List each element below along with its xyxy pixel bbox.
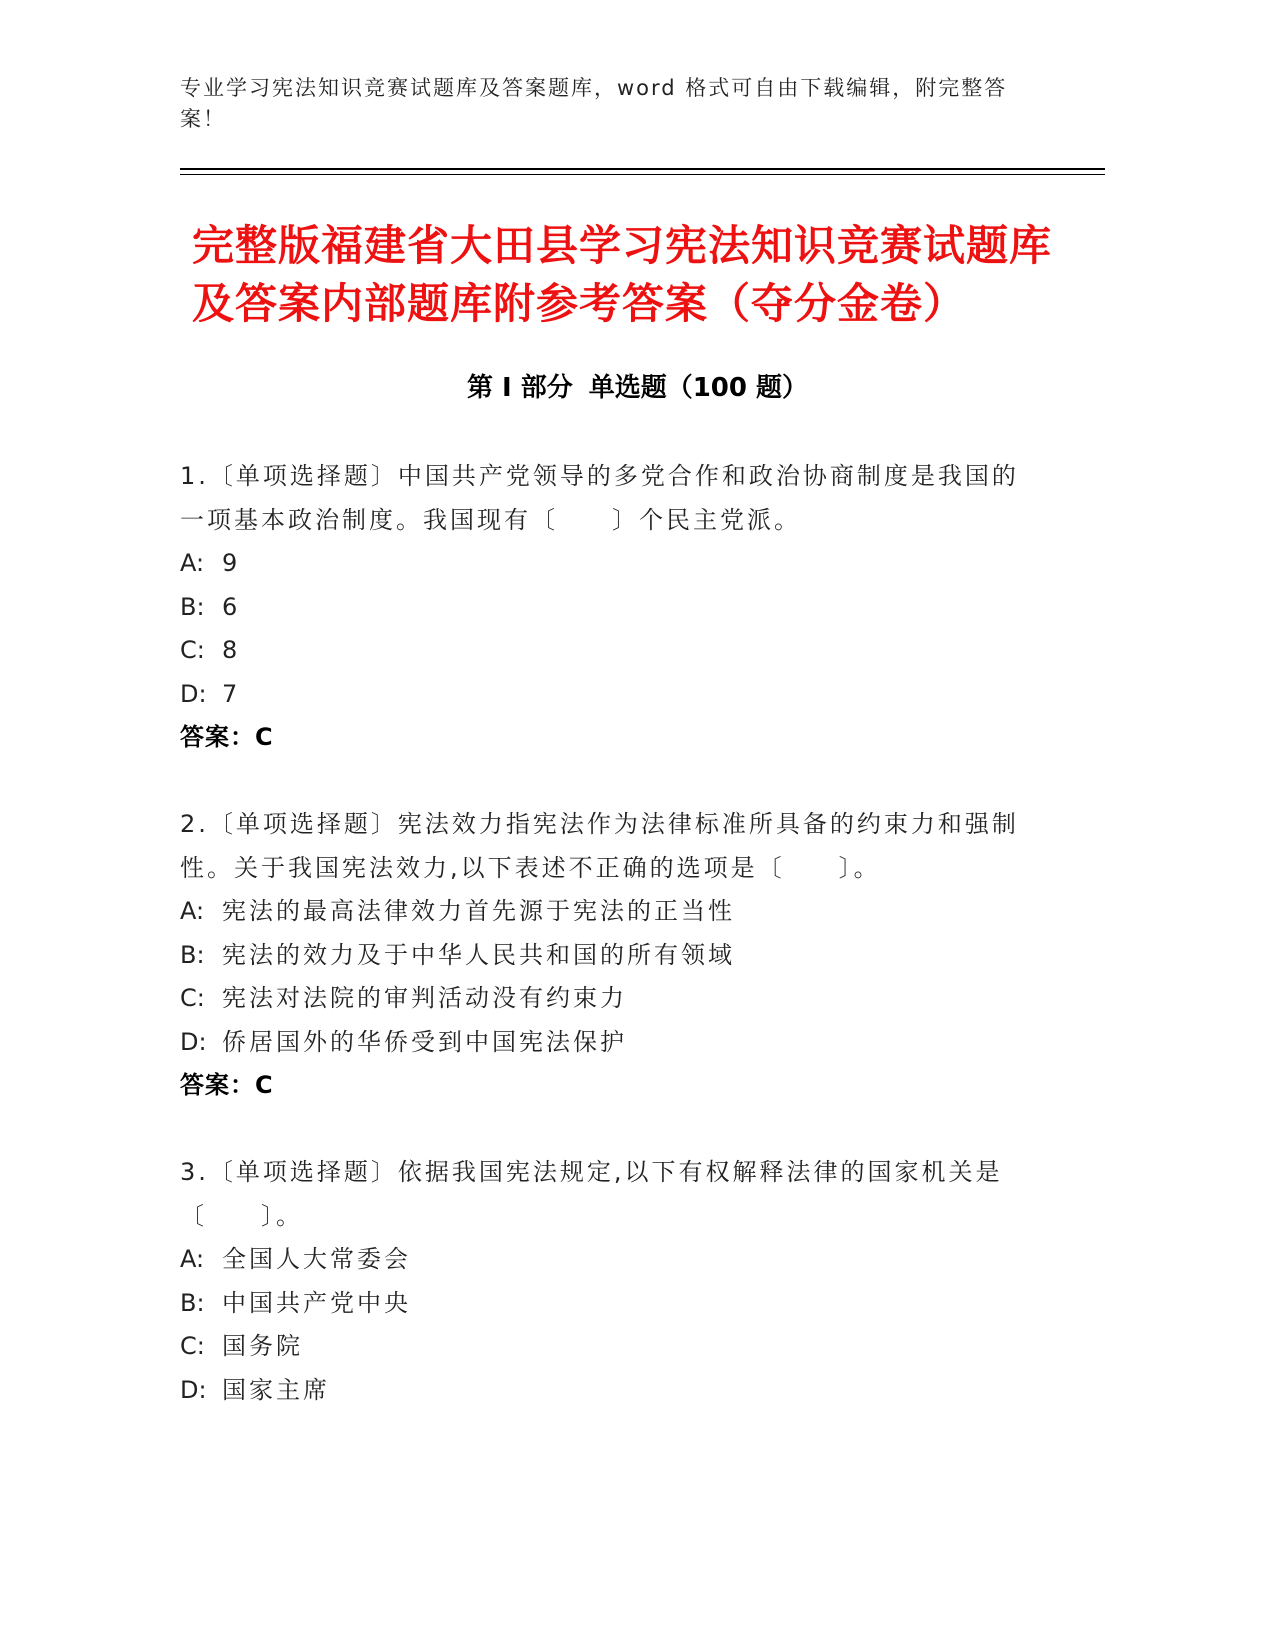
option-key: D:: [180, 679, 207, 708]
question-answer: 答案：C: [180, 723, 274, 751]
option-key: D:: [180, 1375, 207, 1404]
option-key: C:: [180, 636, 205, 664]
option-c: [180, 629, 1040, 673]
option-key: A:: [180, 1245, 205, 1273]
option-text: 国务院: [222, 1332, 303, 1360]
option-key: C:: [180, 984, 205, 1012]
header-note: 专业学习宪法知识竞赛试题库及答案题库，word 格式可自由下载编辑，附完整答案！: [180, 76, 1008, 131]
section-name: 单选题（100 题）: [588, 373, 809, 403]
option-c: [180, 1325, 1040, 1369]
option-d: [180, 673, 1040, 717]
option-b: [180, 934, 1040, 978]
option-a: [180, 1238, 1040, 1282]
option-a: [180, 542, 1040, 586]
header-rule-thin: [180, 174, 1105, 175]
option-d: [180, 1021, 1040, 1065]
question-stem: 2.〔单项选择题〕宪法效力指宪法作为法律标准所具备的约束力和强制性。关于我国宪法效力,以下表述不正确的选项是〔 〕。: [180, 810, 1019, 882]
option-key: B:: [180, 940, 205, 969]
option-text: 8: [222, 636, 241, 664]
option-d: [180, 1369, 1040, 1413]
option-text: 全国人大常委会: [222, 1245, 411, 1273]
option-key: B:: [180, 592, 205, 621]
option-text: 中国共产党中央: [222, 1288, 411, 1317]
option-key: D:: [180, 1027, 207, 1056]
option-text: 7: [222, 679, 241, 708]
option-text: 宪法对法院的审判活动没有约束力: [222, 984, 627, 1012]
question-answer: 答案：C: [180, 1071, 274, 1099]
question-2: [180, 802, 1040, 1108]
option-c: [180, 977, 1040, 1021]
option-key: A:: [180, 897, 205, 925]
question-stem: 3.〔单项选择题〕依据我国宪法规定,以下有权解释法律的国家机关是〔 〕。: [180, 1158, 1003, 1230]
section-title: [0, 370, 1275, 406]
question-stem: 1.〔单项选择题〕中国共产党领导的多党合作和政治协商制度是我国的一项基本政治制度。我国现有〔 〕个民主党派。: [180, 462, 1019, 534]
question-1: [180, 454, 1040, 760]
option-text: 国家主席: [222, 1375, 330, 1404]
question-3: [180, 1150, 1040, 1412]
option-text: 宪法的最高法律效力首先源于宪法的正当性: [222, 897, 735, 925]
header-rule-thick: [180, 168, 1105, 170]
option-key: C:: [180, 1332, 205, 1360]
document-title: 完整版福建省大田县学习宪法知识竞赛试题库及答案内部题库附参考答案（夺分金卷）: [192, 221, 1053, 328]
option-text: 6: [222, 592, 241, 621]
option-text: 宪法的效力及于中华人民共和国的所有领域: [222, 940, 735, 969]
option-b: [180, 1282, 1040, 1326]
option-b: [180, 586, 1040, 630]
option-text: 9: [222, 549, 241, 577]
option-a: [180, 890, 1040, 934]
option-key: A:: [180, 549, 205, 577]
section-part: 第 I 部分: [466, 373, 573, 403]
option-key: B:: [180, 1288, 205, 1317]
option-text: 侨居国外的华侨受到中国宪法保护: [222, 1027, 627, 1056]
